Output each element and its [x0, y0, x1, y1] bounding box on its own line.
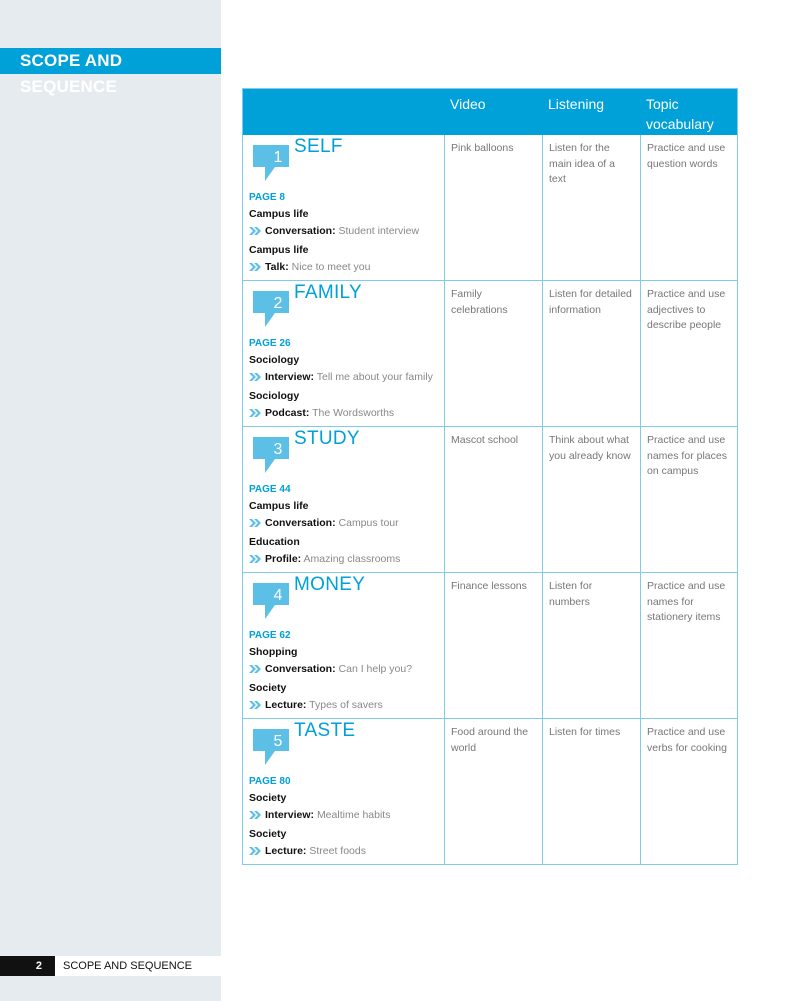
- page-reference: PAGE 44: [249, 484, 291, 495]
- video-cell: Family celebrations: [444, 281, 542, 426]
- vocabulary-cell: Practice and use question words: [640, 135, 737, 280]
- page-reference: PAGE 80: [249, 776, 291, 787]
- unit-row: [243, 135, 737, 280]
- unit-row: [243, 718, 737, 864]
- listening-cell: Listen for the main idea of a text: [542, 135, 640, 280]
- section-description: Tell me about your family: [316, 371, 433, 383]
- listening-cell: Listen for numbers: [542, 573, 640, 718]
- section-description: Types of savers: [309, 699, 383, 711]
- vocabulary-cell: Practice and use verbs for cooking: [640, 719, 737, 864]
- double-chevron-icon: [249, 263, 261, 271]
- section-description: Can I help you?: [338, 663, 413, 675]
- section-subject: Campus life: [249, 208, 309, 220]
- section-item: [249, 516, 399, 532]
- section-subject: Sociology: [249, 354, 300, 366]
- unit-row: [243, 426, 737, 572]
- section-type: Conversation:: [265, 663, 336, 675]
- double-chevron-icon: [249, 665, 261, 673]
- unit-cell: [243, 135, 444, 280]
- section-description: Amazing classrooms: [303, 553, 401, 565]
- double-chevron-icon: [249, 847, 261, 855]
- unit-cell: [243, 573, 444, 718]
- section-item: [249, 224, 419, 240]
- section-description: Campus tour: [338, 517, 399, 529]
- unit-title: STUDY: [294, 428, 360, 449]
- unit-title: SELF: [294, 136, 343, 157]
- header-video: Video: [450, 96, 486, 112]
- page-number: 2: [0, 956, 55, 976]
- video-cell: Mascot school: [444, 427, 542, 572]
- section-item: [249, 260, 370, 276]
- section-subject: Society: [249, 682, 287, 694]
- section-item: [249, 844, 366, 860]
- unit-title: FAMILY: [294, 282, 362, 303]
- unit-badge-icon: [249, 287, 289, 327]
- section-description: Student interview: [338, 225, 420, 237]
- section-type: Podcast:: [265, 407, 310, 419]
- page-reference: PAGE 8: [249, 192, 285, 203]
- side-panel: [0, 0, 221, 1001]
- double-chevron-icon: [249, 555, 261, 563]
- section-type: Profile:: [265, 553, 302, 565]
- section-type: Interview:: [265, 371, 315, 383]
- unit-cell: [243, 281, 444, 426]
- unit-number: 4: [273, 587, 283, 604]
- section-description: Nice to meet you: [291, 261, 371, 273]
- unit-number: 1: [273, 149, 283, 166]
- unit-badge-icon: [249, 433, 289, 473]
- section-description: Street foods: [309, 845, 366, 857]
- section-subject: Shopping: [249, 646, 298, 658]
- section-subject: Society: [249, 828, 287, 840]
- header-unit: [243, 89, 444, 135]
- section-item: [249, 698, 383, 714]
- section-item: [249, 370, 433, 386]
- section-item: [249, 552, 400, 568]
- section-subject: Campus life: [249, 244, 309, 256]
- double-chevron-icon: [249, 227, 261, 235]
- footer: [0, 956, 221, 976]
- unit-badge-icon: [249, 725, 289, 765]
- listening-cell: Listen for times: [542, 719, 640, 864]
- page-reference: PAGE 62: [249, 630, 291, 641]
- double-chevron-icon: [249, 519, 261, 527]
- double-chevron-icon: [249, 373, 261, 381]
- section-subject: Education: [249, 536, 300, 548]
- section-description: Mealtime habits: [316, 809, 391, 821]
- unit-title: MONEY: [294, 574, 366, 595]
- scope-sequence-table: [242, 88, 738, 865]
- vocabulary-cell: Practice and use names for stationery items: [640, 573, 737, 718]
- section-type: Interview:: [265, 809, 315, 821]
- section-subject: Sociology: [249, 390, 300, 402]
- unit-number: 5: [273, 733, 283, 750]
- video-cell: Finance lessons: [444, 573, 542, 718]
- vocabulary-cell: Practice and use adjectives to describe people: [640, 281, 737, 426]
- listening-cell: Think about what you already know: [542, 427, 640, 572]
- section-type: Talk:: [265, 261, 289, 273]
- header-listening: Listening: [548, 96, 605, 112]
- unit-cell: [243, 427, 444, 572]
- section-type: Lecture:: [265, 845, 307, 857]
- section-type: Conversation:: [265, 225, 336, 237]
- double-chevron-icon: [249, 409, 261, 417]
- unit-number: 3: [273, 441, 283, 458]
- video-cell: Food around the world: [444, 719, 542, 864]
- footer-label: SCOPE AND SEQUENCE: [63, 960, 192, 972]
- section-subject: Campus life: [249, 500, 309, 512]
- unit-title: TASTE: [294, 720, 356, 741]
- listening-cell: Listen for detailed information: [542, 281, 640, 426]
- section-title: SCOPE AND SEQUENCE: [0, 48, 221, 74]
- page-reference: PAGE 26: [249, 338, 291, 349]
- unit-badge-icon: [249, 579, 289, 619]
- section-item: [249, 406, 394, 422]
- section-subject: Society: [249, 792, 287, 804]
- unit-row: [243, 572, 737, 718]
- unit-row: [243, 280, 737, 426]
- double-chevron-icon: [249, 701, 261, 709]
- section-item: [249, 662, 412, 678]
- section-type: Conversation:: [265, 517, 336, 529]
- double-chevron-icon: [249, 811, 261, 819]
- unit-badge-icon: [249, 141, 289, 181]
- section-description: The Wordsworths: [312, 407, 395, 419]
- video-cell: Pink balloons: [444, 135, 542, 280]
- table-header: [243, 89, 737, 135]
- unit-cell: [243, 719, 444, 864]
- vocabulary-cell: Practice and use names for places on campus: [640, 427, 737, 572]
- section-type: Lecture:: [265, 699, 307, 711]
- section-item: [249, 808, 390, 824]
- header-topic-vocabulary: Topic vocabulary: [646, 96, 714, 132]
- unit-number: 2: [273, 295, 283, 312]
